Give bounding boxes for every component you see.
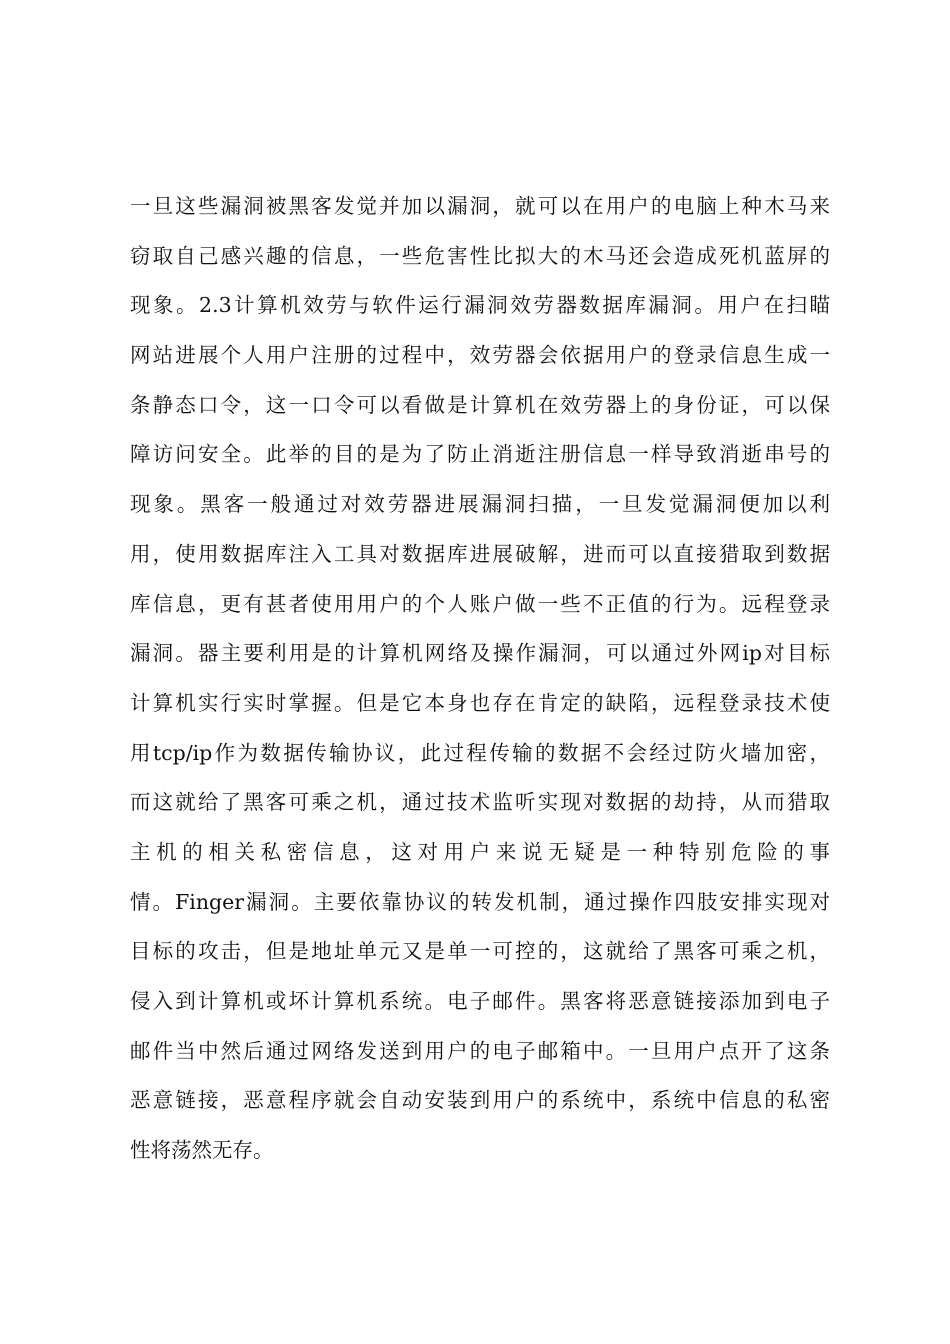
text-line-12: 用tcp/ip作为数据传输协议，此过程传输的数据不会经过防火墙加密， [130, 740, 830, 765]
text-line-2: 窃取自己感兴趣的信息，一些危害性比拟大的木马还会造成死机蓝屏的 [130, 243, 830, 268]
text-line-20: 性将荡然无存。 [130, 1138, 274, 1163]
text-line-15: 情。Finger漏洞。主要依靠协议的转发机制，通过操作四肢安排实现对 [130, 889, 830, 914]
text-line-18: 邮件当中然后通过网络发送到用户的电子邮箱中。一旦用户点开了这条 [130, 1038, 830, 1063]
text-line-7: 现象。黑客一般通过对效劳器进展漏洞扫描，一旦发觉漏洞便加以利 [130, 492, 830, 517]
body-paragraph [130, 182, 830, 1176]
text-line-11: 计算机实行实时掌握。但是它本身也存在肯定的缺陷，远程登录技术使 [130, 690, 830, 715]
text-line-1: 一旦这些漏洞被黑客发觉并加以漏洞，就可以在用户的电脑上种木马来 [130, 194, 830, 218]
text-line-10: 漏洞。器主要利用是的计算机网络及操作漏洞，可以通过外网ip对目标 [130, 641, 830, 666]
text-line-16: 目标的攻击，但是地址单元又是单一可控的，这就给了黑客可乘之机， [130, 939, 830, 964]
text-line-9: 库信息，更有甚者使用用户的个人账户做一些不正值的行为。远程登录 [130, 591, 830, 616]
text-line-14: 主机的相关私密信息，这对用户来说无疑是一种特别危险的事 [130, 839, 830, 864]
text-line-4: 网站进展个人用户注册的过程中，效劳器会依据用户的登录信息生成一 [130, 343, 830, 368]
text-line-17: 侵入到计算机或坏计算机系统。电子邮件。黑客将恶意链接添加到电子 [130, 989, 830, 1013]
text-line-8: 用，使用数据库注入工具对数据库进展破解，进而可以直接猎取到数据 [130, 541, 830, 566]
text-line-5: 条静态口令，这一口令可以看做是计算机在效劳器上的身份证，可以保 [130, 392, 830, 417]
text-line-3: 现象。2.3计算机效劳与软件运行漏洞效劳器数据库漏洞。用户在扫瞄 [130, 293, 830, 318]
text-line-19: 恶意链接，恶意程序就会自动安装到用户的系统中，系统中信息的私密 [130, 1088, 830, 1113]
text-line-13: 而这就给了黑客可乘之机，通过技术监听实现对数据的劫持，从而猎取 [130, 790, 830, 815]
text-line-6: 障访问安全。此举的目的是为了防止消逝注册信息一样导致消逝串号的 [130, 442, 830, 467]
